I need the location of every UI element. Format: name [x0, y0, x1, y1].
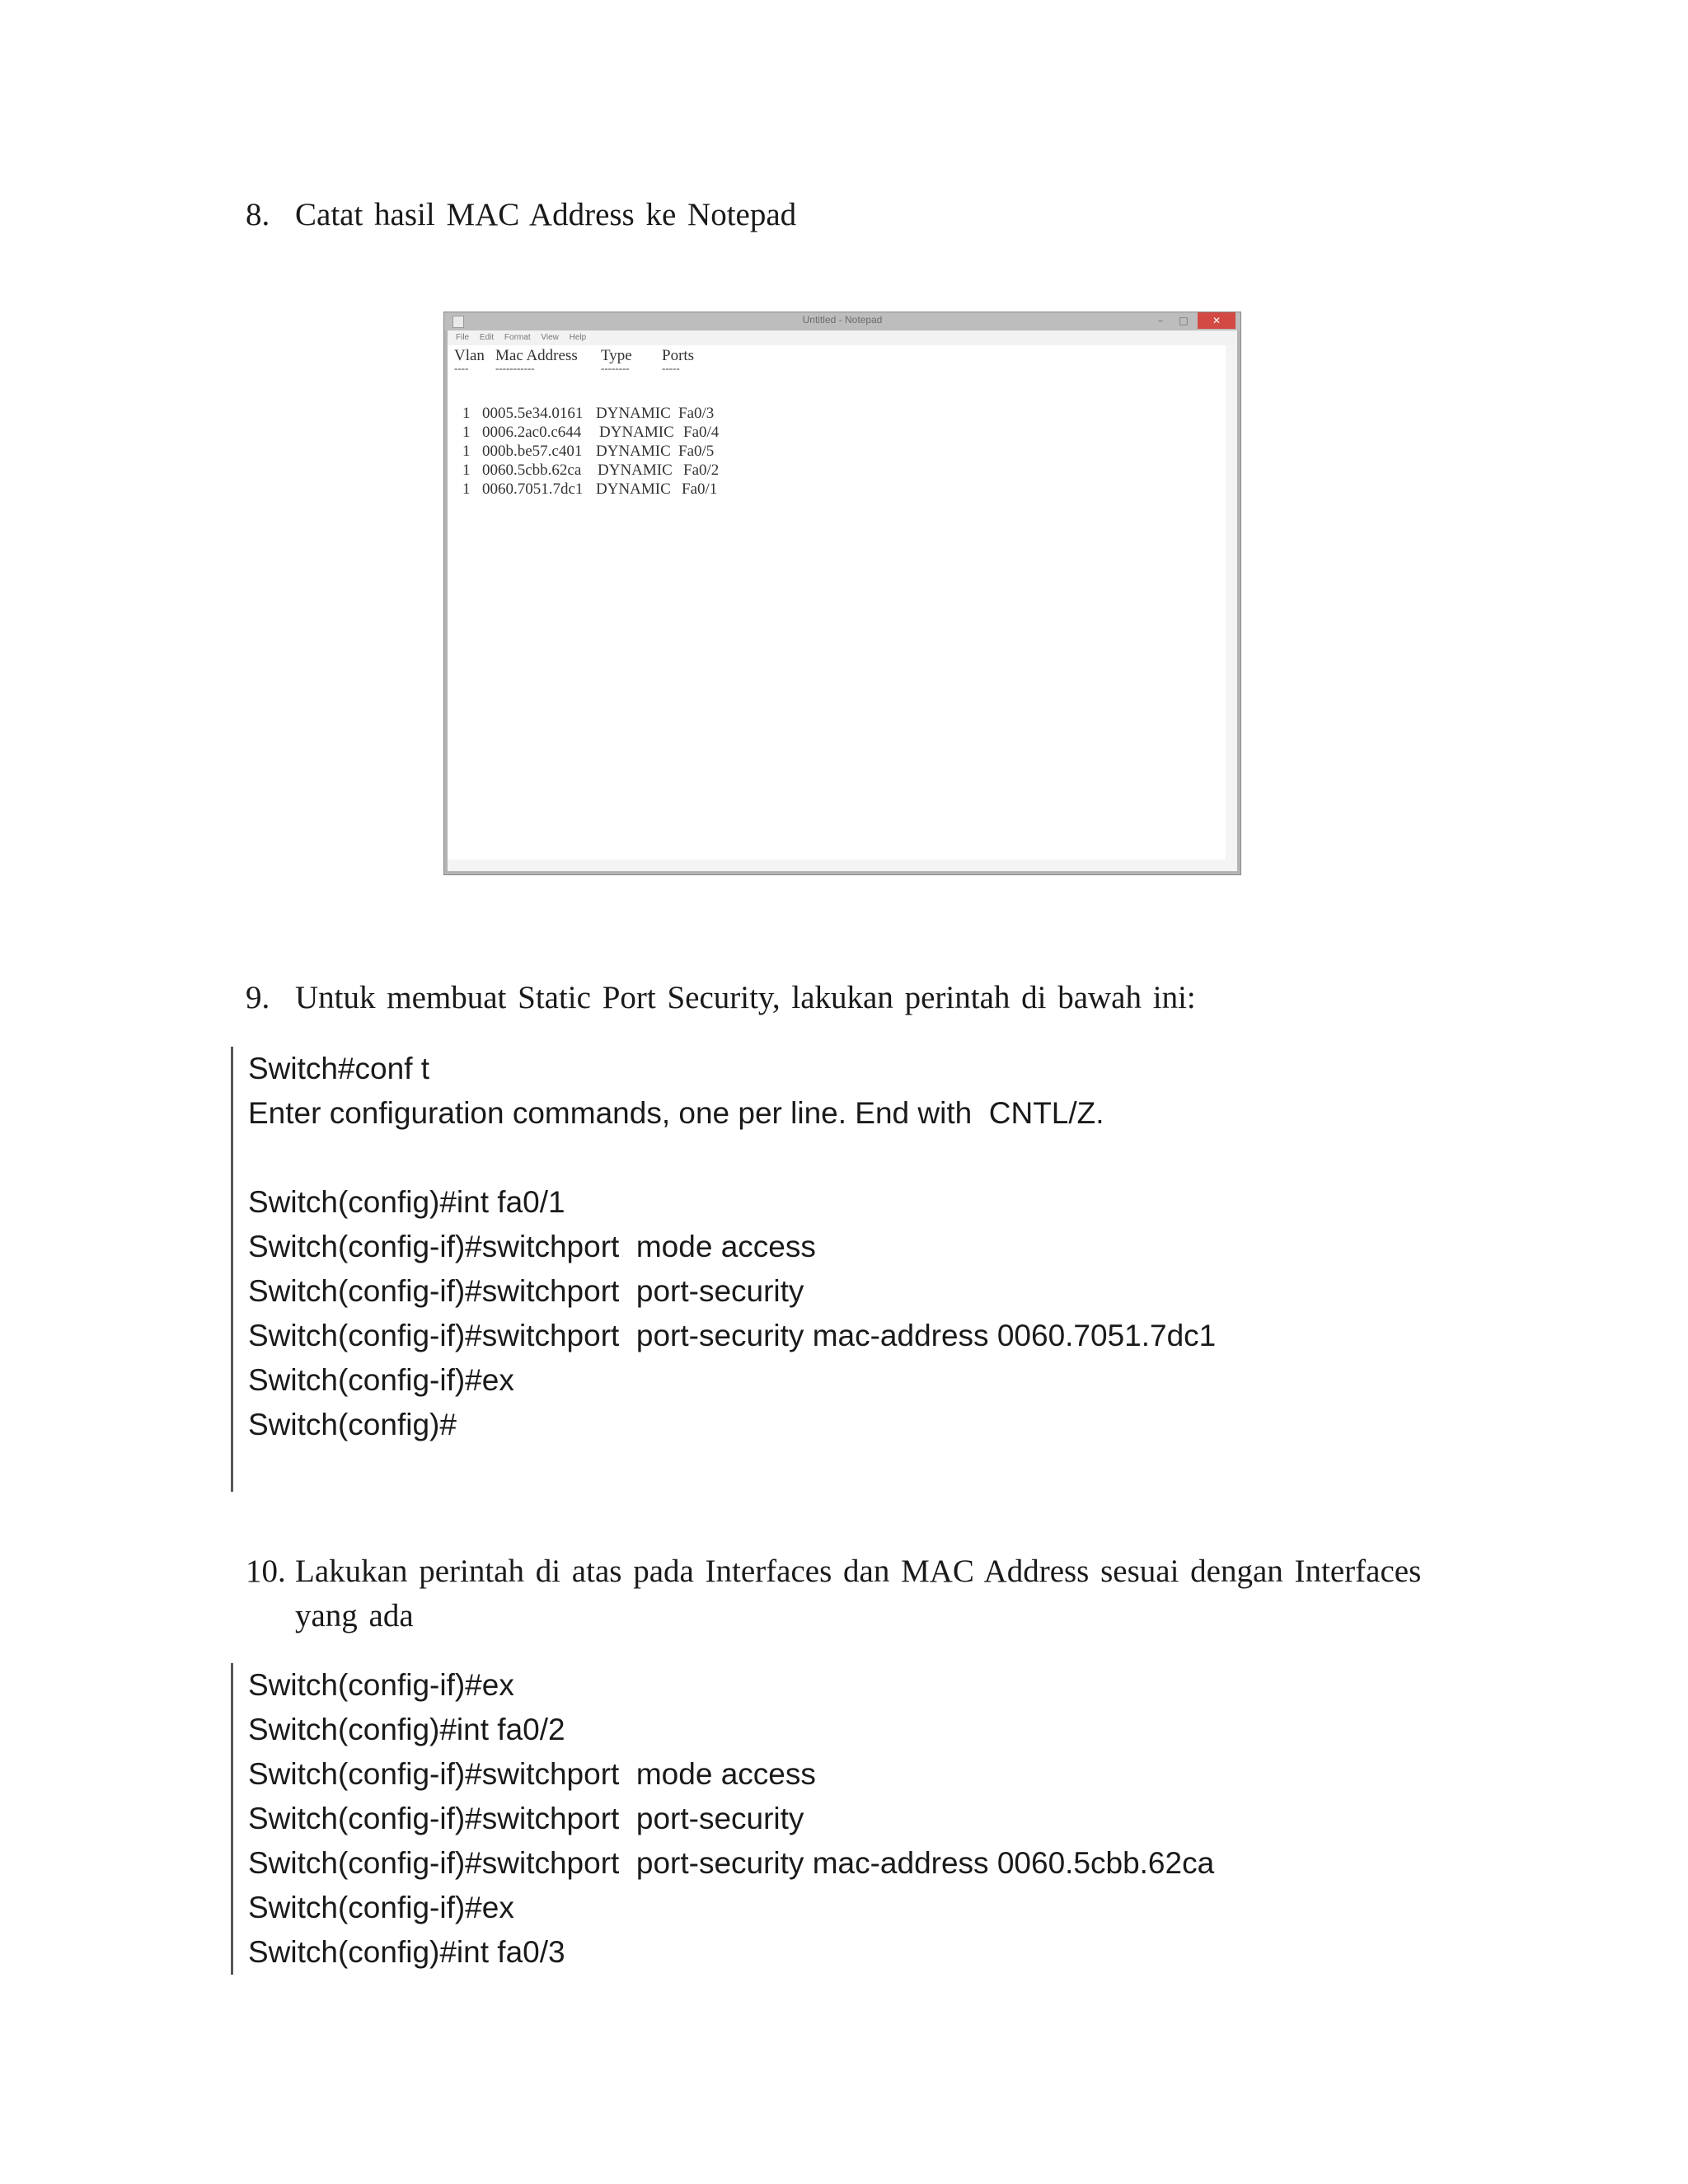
row-type: DYNAMIC: [596, 405, 671, 422]
step-9-text: Untuk membuat Static Port Security, lakukan perintah di bawah ini:: [295, 980, 1196, 1015]
step-9: [246, 976, 1196, 1020]
step-8-number: 8.: [246, 197, 270, 232]
row-port: Fa0/4: [683, 424, 720, 441]
row-port: Fa0/2: [683, 462, 720, 479]
code-line: Switch(config-if)#ex: [248, 1668, 514, 1702]
row-mac: 0060.7051.7dc1: [482, 480, 584, 498]
code-block-step-9: [231, 1047, 1216, 1492]
code-line: Switch(config-if)#ex: [248, 1363, 514, 1397]
step-8: [246, 193, 796, 237]
row-type: DYNAMIC: [596, 443, 671, 460]
row-mac: 0006.2ac0.c644: [482, 424, 582, 441]
mac-table-row: [454, 443, 715, 462]
mac-table-row: [454, 405, 715, 424]
menu-help: Help: [569, 333, 587, 342]
step-10-text-line2: yang ada: [295, 1598, 414, 1633]
maximize-icon: □: [1179, 315, 1189, 326]
minimize-icon: –: [1158, 315, 1163, 326]
code-line: Switch(config-if)#ex: [248, 1891, 514, 1924]
row-vlan: 1: [462, 443, 471, 460]
step-10-text-line1: Lakukan perintah di atas pada Interfaces dan MAC Address sesuai dengan Interfaces: [295, 1554, 1422, 1589]
row-port: Fa0/1: [682, 480, 718, 498]
code-line: Switch(config)#int fa0/3: [248, 1935, 565, 1969]
menu-view: View: [541, 333, 559, 342]
row-type: DYNAMIC: [596, 480, 671, 498]
header-ports: Ports: [662, 347, 695, 364]
notepad-title: Untitled - Notepad: [802, 314, 883, 326]
row-type: DYNAMIC: [598, 462, 673, 479]
code-line: [248, 1136, 1216, 1180]
row-type: DYNAMIC: [599, 424, 674, 441]
notepad-menubar: [448, 330, 1237, 345]
row-port: Fa0/3: [678, 405, 715, 422]
separator-mac: -----------: [495, 362, 535, 374]
row-mac: 0060.5cbb.62ca: [482, 462, 582, 479]
header-type: Type: [601, 347, 632, 364]
header-mac-address: Mac Address: [495, 347, 578, 364]
row-port: Fa0/5: [678, 443, 715, 460]
separator-ports: -----: [662, 362, 680, 374]
code-line: Switch(config-if)#switchport port-security: [248, 1274, 804, 1308]
header-vlan: Vlan: [454, 347, 485, 364]
row-vlan: 1: [462, 405, 471, 422]
notepad-text-area: [448, 345, 1226, 860]
row-vlan: 1: [462, 462, 471, 479]
step-9-number: 9.: [246, 980, 270, 1015]
code-line: Switch(config)#int fa0/1: [248, 1185, 565, 1219]
row-vlan: 1: [462, 480, 471, 498]
mac-table-row: [454, 480, 718, 500]
close-icon: ✕: [1198, 312, 1236, 329]
code-line: Switch(config-if)#switchport mode access: [248, 1757, 816, 1791]
menu-edit: Edit: [479, 333, 495, 342]
row-mac: 0005.5e34.0161: [482, 405, 584, 422]
code-block-step-10: [231, 1663, 1214, 1975]
code-line: Switch(config-if)#switchport port-security: [248, 1802, 804, 1835]
mac-table-row: [454, 462, 720, 481]
code-line: [248, 1447, 1216, 1492]
row-vlan: 1: [462, 424, 471, 441]
menu-file: File: [456, 333, 470, 342]
notepad-screenshot: [443, 312, 1241, 875]
separator-vlan: ----: [454, 362, 469, 374]
code-line: Switch(config)#int fa0/2: [248, 1713, 565, 1746]
notepad-vertical-scrollbar: [1226, 345, 1237, 860]
mac-table-row: [454, 424, 720, 443]
code-line: Switch(config-if)#switchport port-security mac-address 0060.7051.7dc1: [248, 1319, 1217, 1352]
step-10-number: 10.: [246, 1554, 286, 1589]
code-line: Switch(config-if)#switchport mode access: [248, 1230, 816, 1263]
notepad-horizontal-scrollbar: [448, 860, 1237, 871]
row-mac: 000b.be57.c401: [482, 443, 583, 460]
code-line: Switch#conf t: [248, 1052, 430, 1085]
notepad-titlebar: [444, 312, 1240, 330]
separator-type: --------: [601, 362, 630, 374]
step-8-text: Catat hasil MAC Address ke Notepad: [295, 197, 797, 232]
code-line: Switch(config-if)#switchport port-security mac-address 0060.5cbb.62ca: [248, 1846, 1215, 1880]
menu-format: Format: [504, 333, 531, 342]
mac-table-separator: [454, 362, 680, 382]
code-line: Switch(config)#: [248, 1408, 457, 1441]
code-line: Enter configuration commands, one per line. End with CNTL/Z.: [248, 1096, 1104, 1130]
step-10: [246, 1549, 1449, 1638]
